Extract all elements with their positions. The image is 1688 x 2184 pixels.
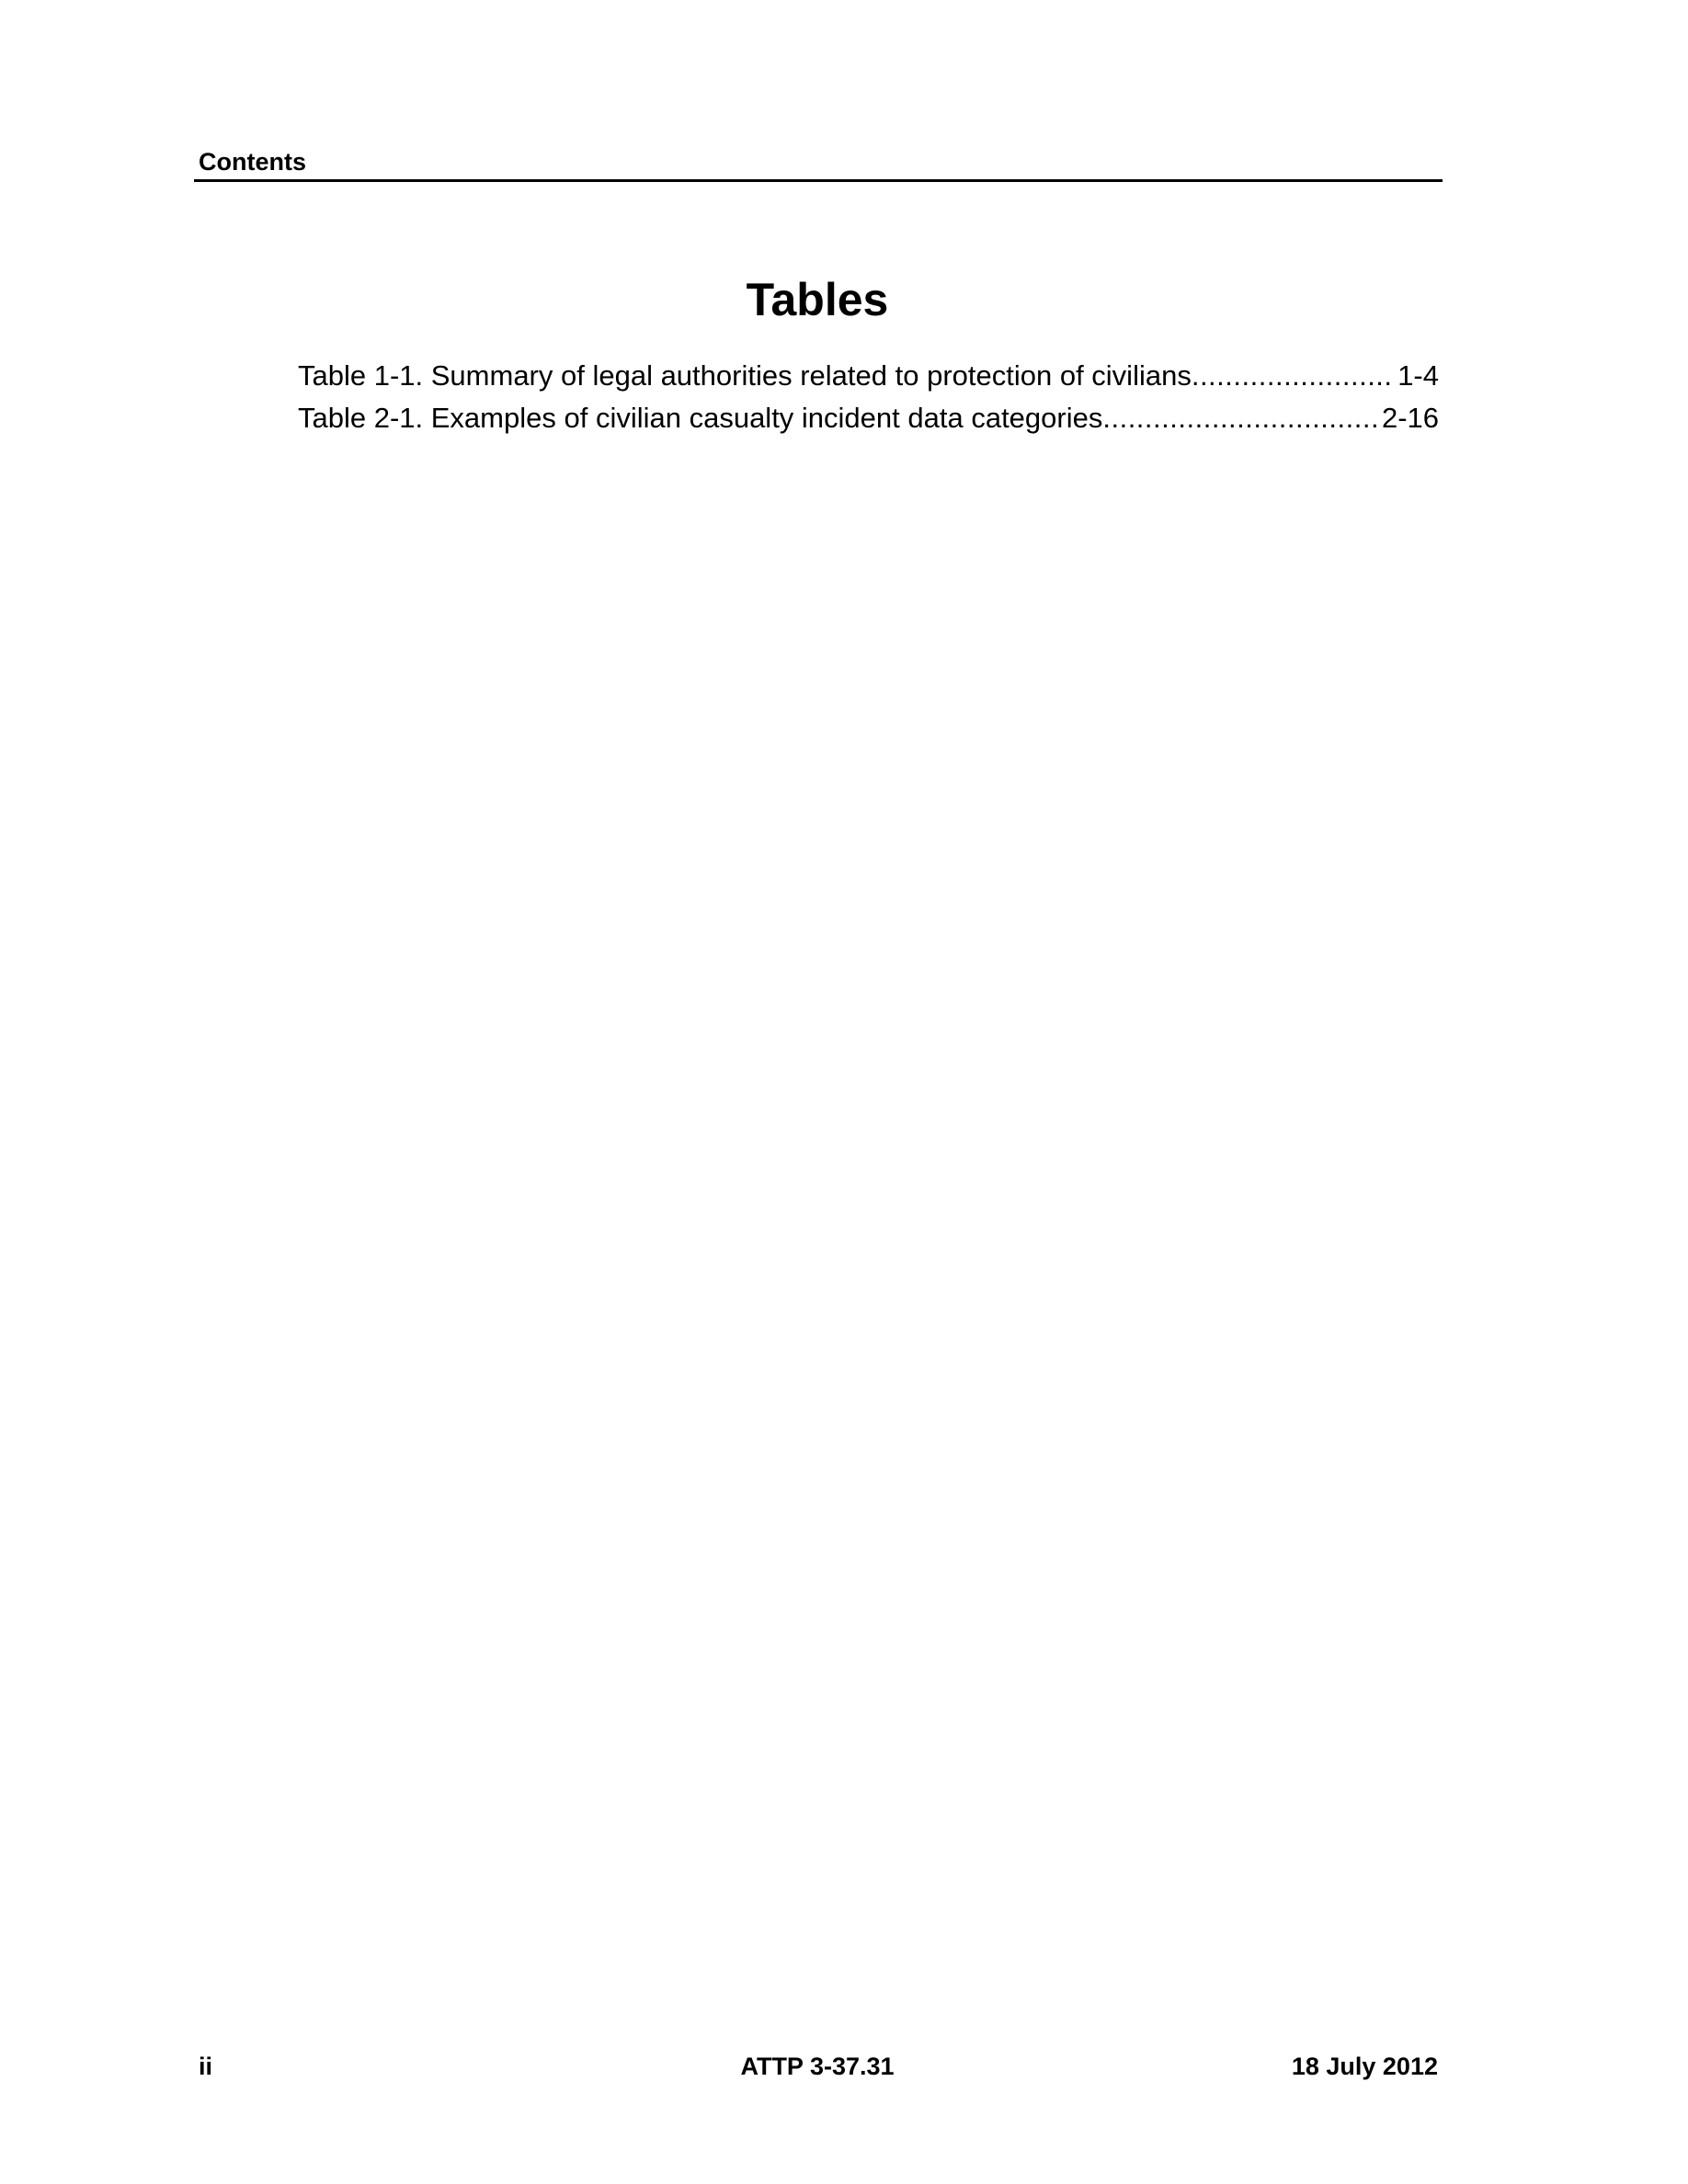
page-title: Tables xyxy=(746,274,889,325)
footer-page-number: ii xyxy=(199,2053,213,2080)
table-list xyxy=(298,355,1439,439)
footer-date: 18 July 2012 xyxy=(1291,2053,1438,2080)
header-rule xyxy=(194,179,1443,182)
dot-leader xyxy=(1192,355,1392,397)
entry-page-number: 1-4 xyxy=(1397,359,1439,392)
entry-page-number: 2-16 xyxy=(1381,402,1439,434)
entry-title: Table 1-1. Summary of legal authorities related to protection of civilians xyxy=(298,359,1192,392)
running-head: Contents xyxy=(199,148,306,176)
table-list-entry[interactable] xyxy=(298,397,1439,439)
dot-leader xyxy=(1102,397,1376,439)
entry-title: Table 2-1. Examples of civilian casualty incident data categories xyxy=(298,402,1103,434)
table-list-entry[interactable] xyxy=(298,355,1439,397)
footer-publication: ATTP 3-37.31 xyxy=(740,2053,895,2080)
